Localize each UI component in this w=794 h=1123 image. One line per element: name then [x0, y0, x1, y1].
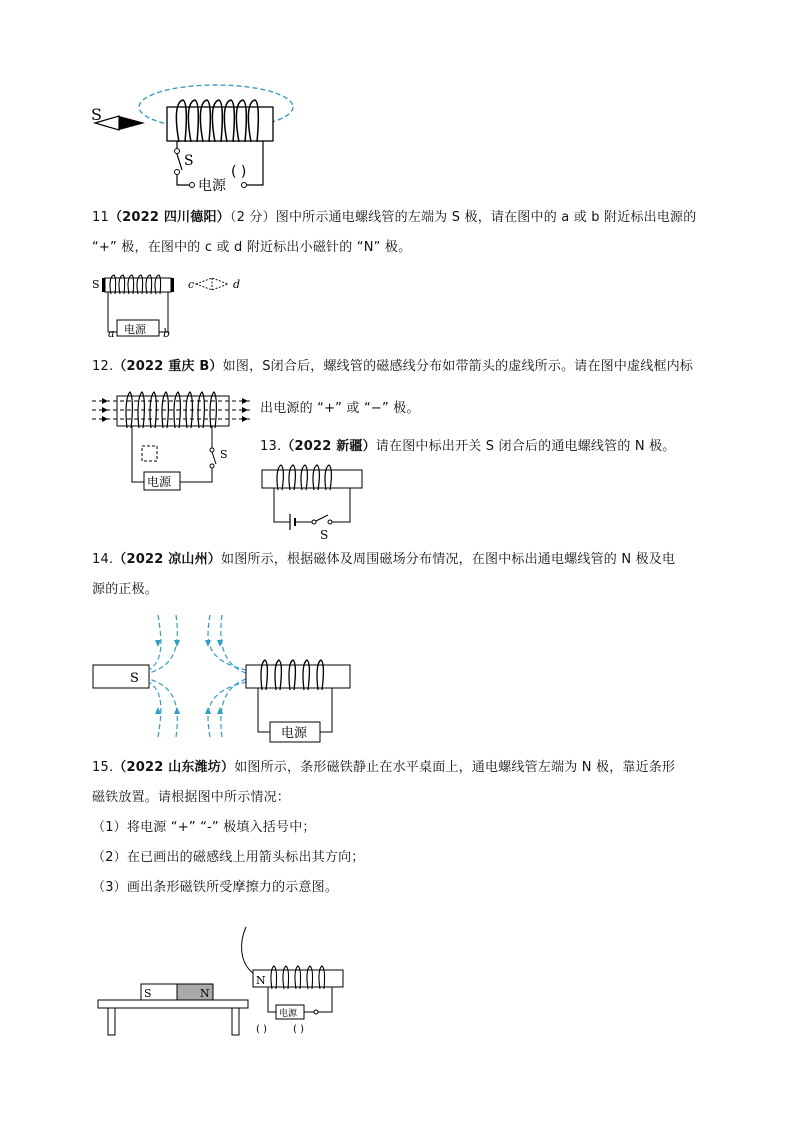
q11-d-label: d [233, 278, 241, 291]
q15-n-coil-label: N [256, 974, 266, 987]
question-11 [92, 203, 712, 263]
q11-b-label: b [163, 327, 171, 340]
q15-solenoid [253, 970, 343, 987]
q15-line2: 磁铁放置。请根据图中所示情况： [92, 790, 291, 805]
q11-source-label: 电源 [124, 323, 146, 336]
q15-sub3: （3）画出条形磁铁所受摩擦力的示意图。 [92, 880, 339, 895]
source-label: 电源 [198, 178, 226, 194]
q15-sub1: （1）将电源 “+” “-” 极填入括号中； [92, 820, 316, 835]
q11-small-needle [196, 278, 228, 290]
q15-table-top [98, 1000, 248, 1008]
question-12-line2: 出电源的 “+” 或 “−” 极。 [260, 401, 420, 416]
figure-q13 [260, 462, 368, 542]
q15-paren-1: ( ) [256, 1024, 267, 1035]
question-13: 13.（2022 新疆）请在图中标出开关 S 闭合后的通电螺线管的 N 极。 [260, 439, 676, 454]
q12-s-label: S [220, 448, 228, 461]
q14-source-label: 电源 [281, 726, 308, 741]
q11-a-label: a [108, 327, 115, 340]
q11-line2: “+” 极，在图中的 c 或 d 附近标出小磁针的 “N” 极。 [92, 240, 412, 255]
q11-s-label: S [92, 278, 100, 291]
q15-sub2: （2）在已画出的磁感线上用箭头标出其方向； [92, 850, 365, 865]
q12-field-lines [92, 401, 252, 419]
switch-blade [177, 154, 182, 170]
compass-needle [95, 116, 145, 130]
q15-line1: 15.（2022 山东潍坊）如图所示，条形磁铁静止在水平桌面上，通电螺线管左端为 N 极，靠近条形 [92, 760, 676, 775]
q15-source-label: 电源 [279, 1009, 298, 1019]
q12-dashed-box [142, 446, 157, 461]
figure-q12 [92, 388, 257, 494]
q14-field-lines [149, 615, 246, 737]
q11-c-label: c [188, 278, 195, 291]
figure-q14 [92, 610, 362, 745]
figure-q10 [85, 80, 315, 195]
q13-s-label: S [320, 528, 329, 542]
q14-line2: 源的正极。 [92, 582, 159, 597]
q11-line1: 11（2022 四川德阳）（2 分）图中所示通电螺线管的左端为 S 极，请在图中的 a 或 b 附近标出电源的 [92, 210, 697, 225]
q15-paren-2: ( ) [293, 1024, 304, 1035]
q15-n-magnet-label: N [200, 987, 210, 1000]
switch-s-label: S [184, 153, 194, 169]
needle-s-label: S [91, 105, 102, 124]
source-paren: ( ) [231, 164, 247, 180]
q14-s-label: S [130, 671, 139, 686]
q12-source-label: 电源 [147, 475, 172, 489]
question-12-line1: 12.（2022 重庆 B）如图，S闭合后，螺线管的磁感线分布如带箭头的虚线所示。请在图中虚线框内标 [92, 359, 694, 374]
q15-s-label: S [144, 987, 152, 1000]
figure-q11 [88, 270, 258, 340]
q14-line1: 14.（2022 凉山州）如图所示，根据磁体及周围磁场分布情况，在图中标出通电螺线管的 N 极及电 [92, 552, 676, 567]
question-14 [92, 545, 712, 605]
question-15 [92, 753, 712, 903]
figure-q15 [96, 922, 356, 1037]
q14-bar-magnet [93, 665, 149, 688]
q15-field-line [242, 927, 254, 974]
